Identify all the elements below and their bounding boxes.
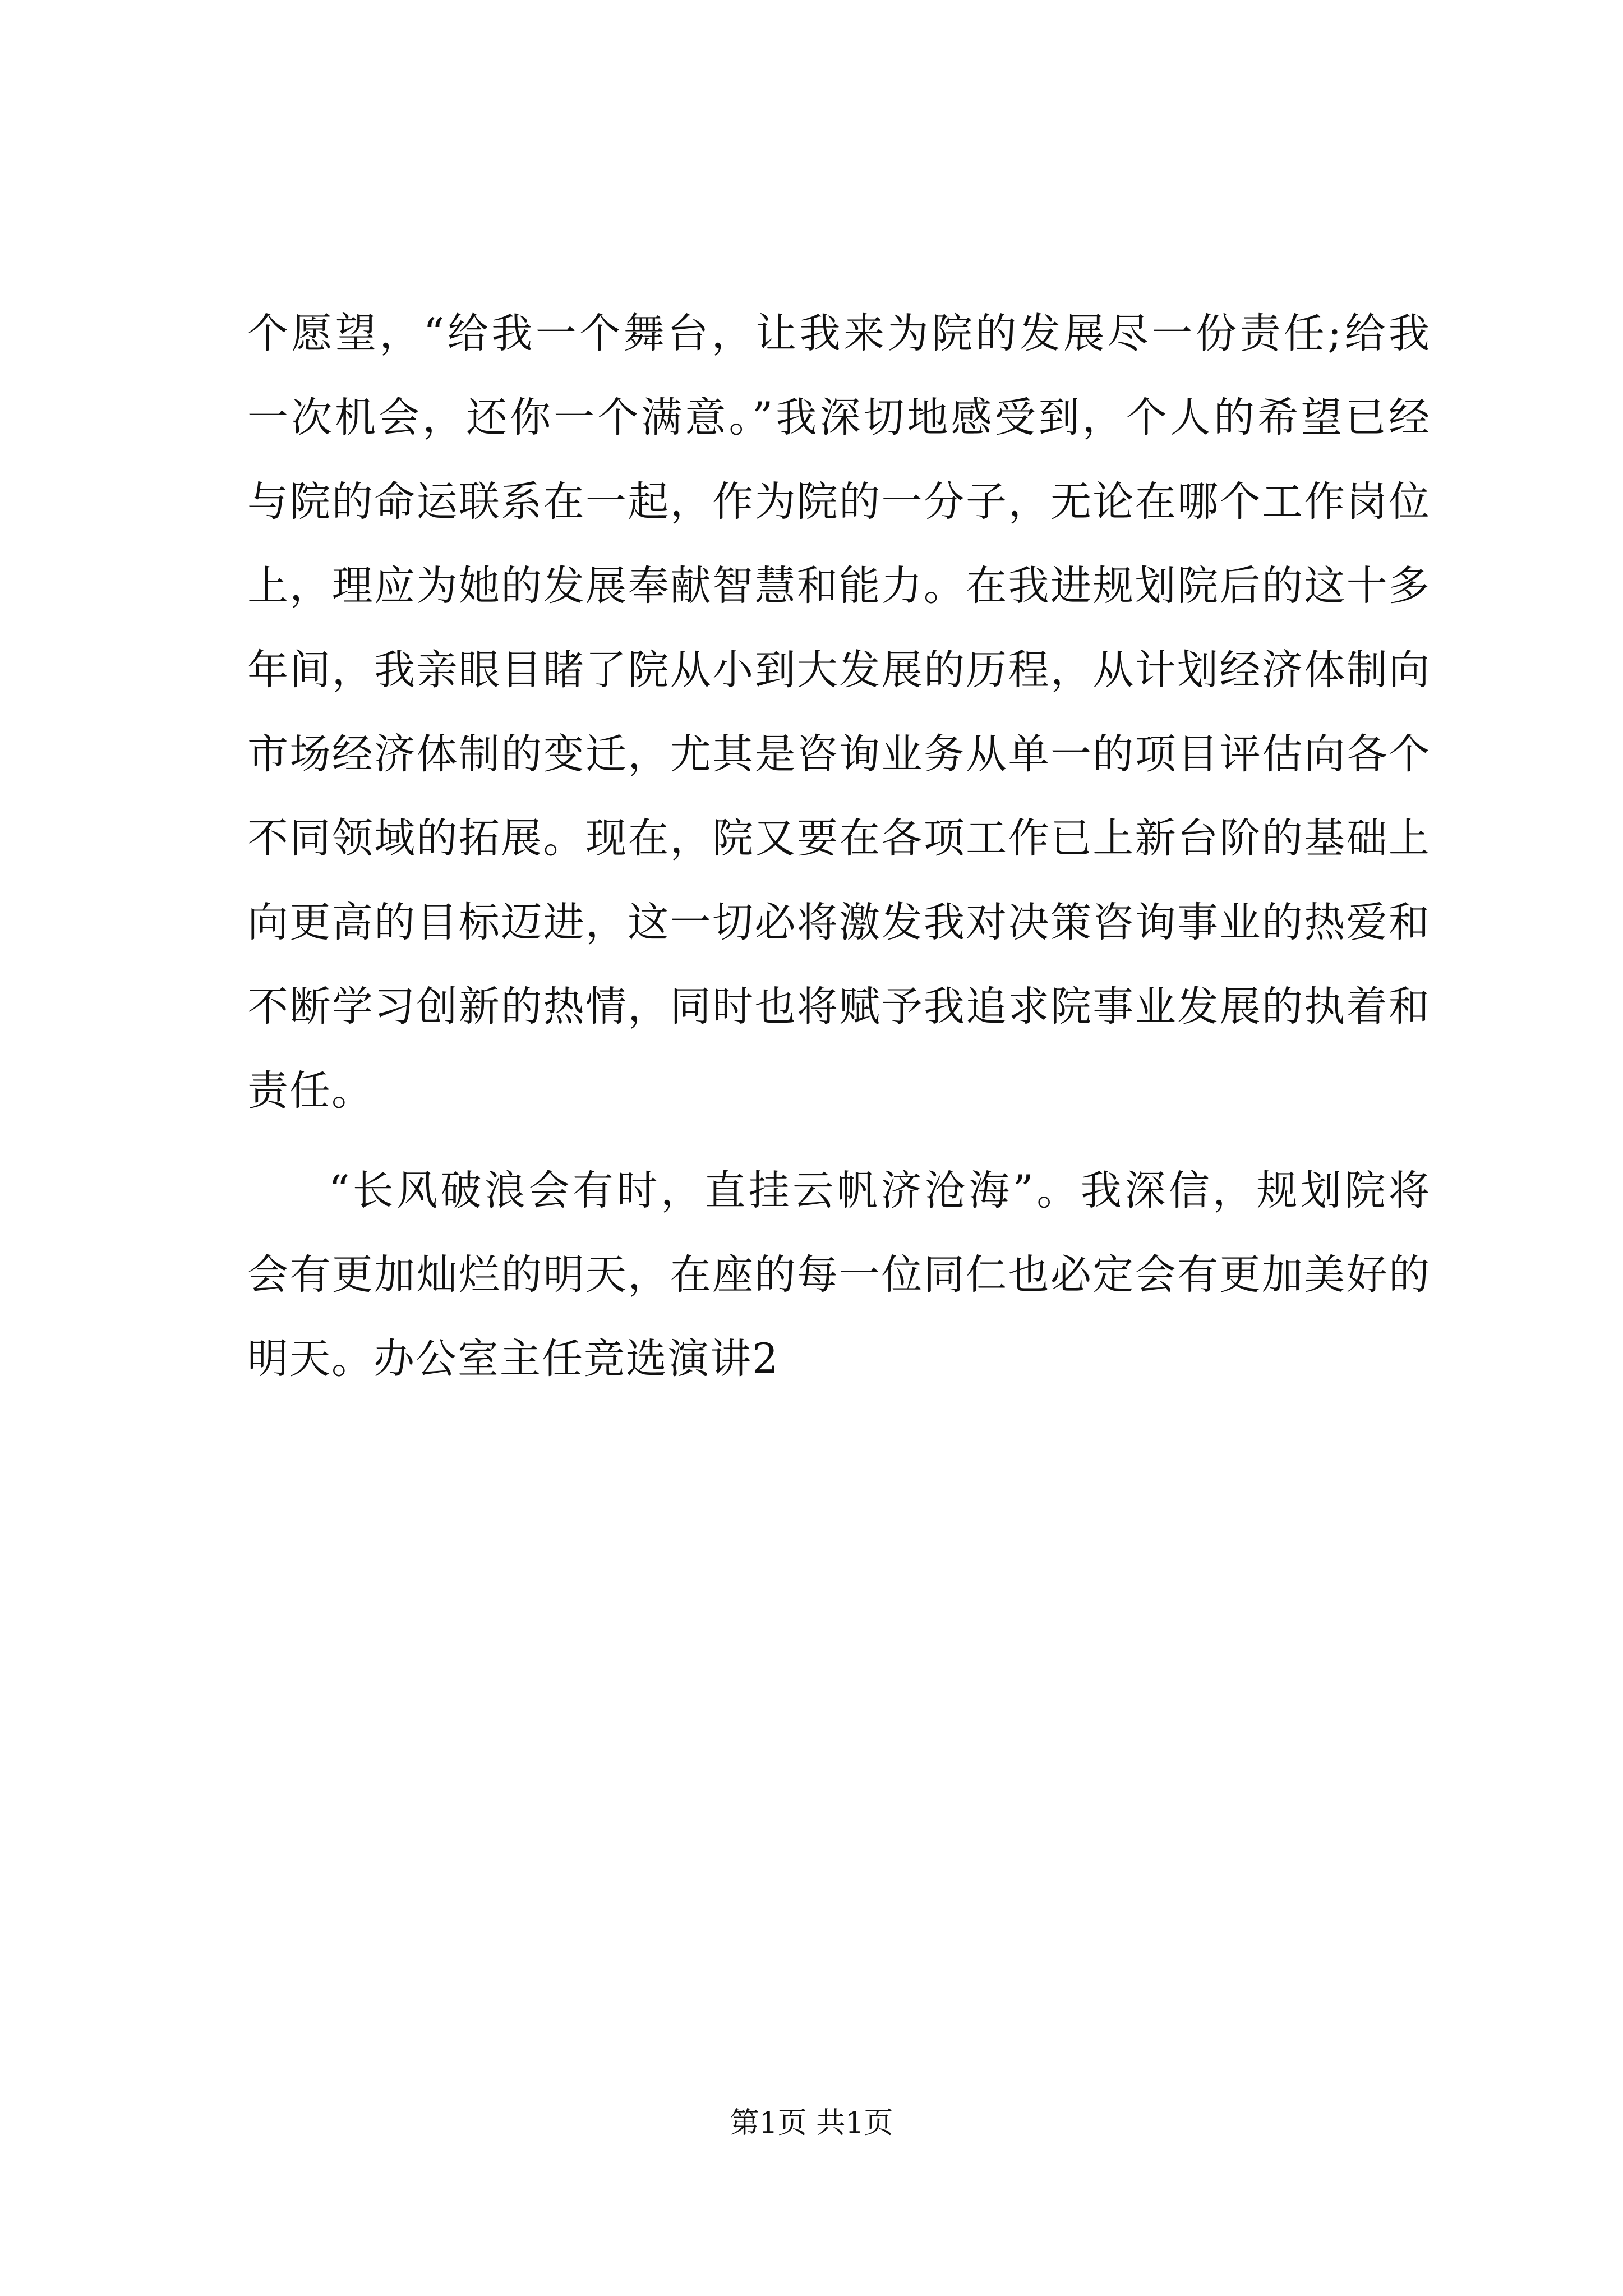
text-line: 责任。: [247, 1067, 374, 1115]
page-number-footer: 第1页 共1页: [730, 2106, 893, 2140]
paragraph-2: [247, 1149, 1431, 1401]
text-line: 不断学习创新的热情，同时也将赋予我追求院事业发展的执着和: [247, 983, 1431, 1030]
text-line: “长风破浪会有时，直挂云帆济沧海”。我深信，规划院将: [329, 1167, 1431, 1214]
document-body: [247, 292, 1431, 1401]
text-line: 一次机会，还你一个满意。”我深切地感受到，个人的希望已经: [247, 394, 1431, 441]
text-line: 不同领域的拓展。现在，院又要在各项工作已上新台阶的基础上: [247, 815, 1431, 862]
text-line: 市场经济体制的变迁，尤其是咨询业务从单一的项目评估向各个: [247, 730, 1431, 778]
text-line: 与院的命运联系在一起，作为院的一分子，无论在哪个工作岗位: [247, 478, 1431, 526]
text-line: 明天。办公室主任竞选演讲2: [247, 1335, 780, 1383]
text-line: 上，理应为她的发展奉献智慧和能力。在我进规划院后的这十多: [247, 562, 1431, 610]
paragraph-1: [247, 292, 1431, 1133]
text-line: 会有更加灿烂的明天，在座的每一位同仁也必定会有更加美好的: [247, 1251, 1431, 1299]
text-line: 向更高的目标迈进，这一切必将激发我对决策咨询事业的热爱和: [247, 899, 1431, 946]
paragraph-gap: [247, 1133, 1431, 1149]
text-line: 年间，我亲眼目睹了院从小到大发展的历程，从计划经济体制向: [247, 646, 1431, 694]
text-line: 个愿望，“给我一个舞台，让我来为院的发展尽一份责任;给我: [247, 310, 1431, 357]
